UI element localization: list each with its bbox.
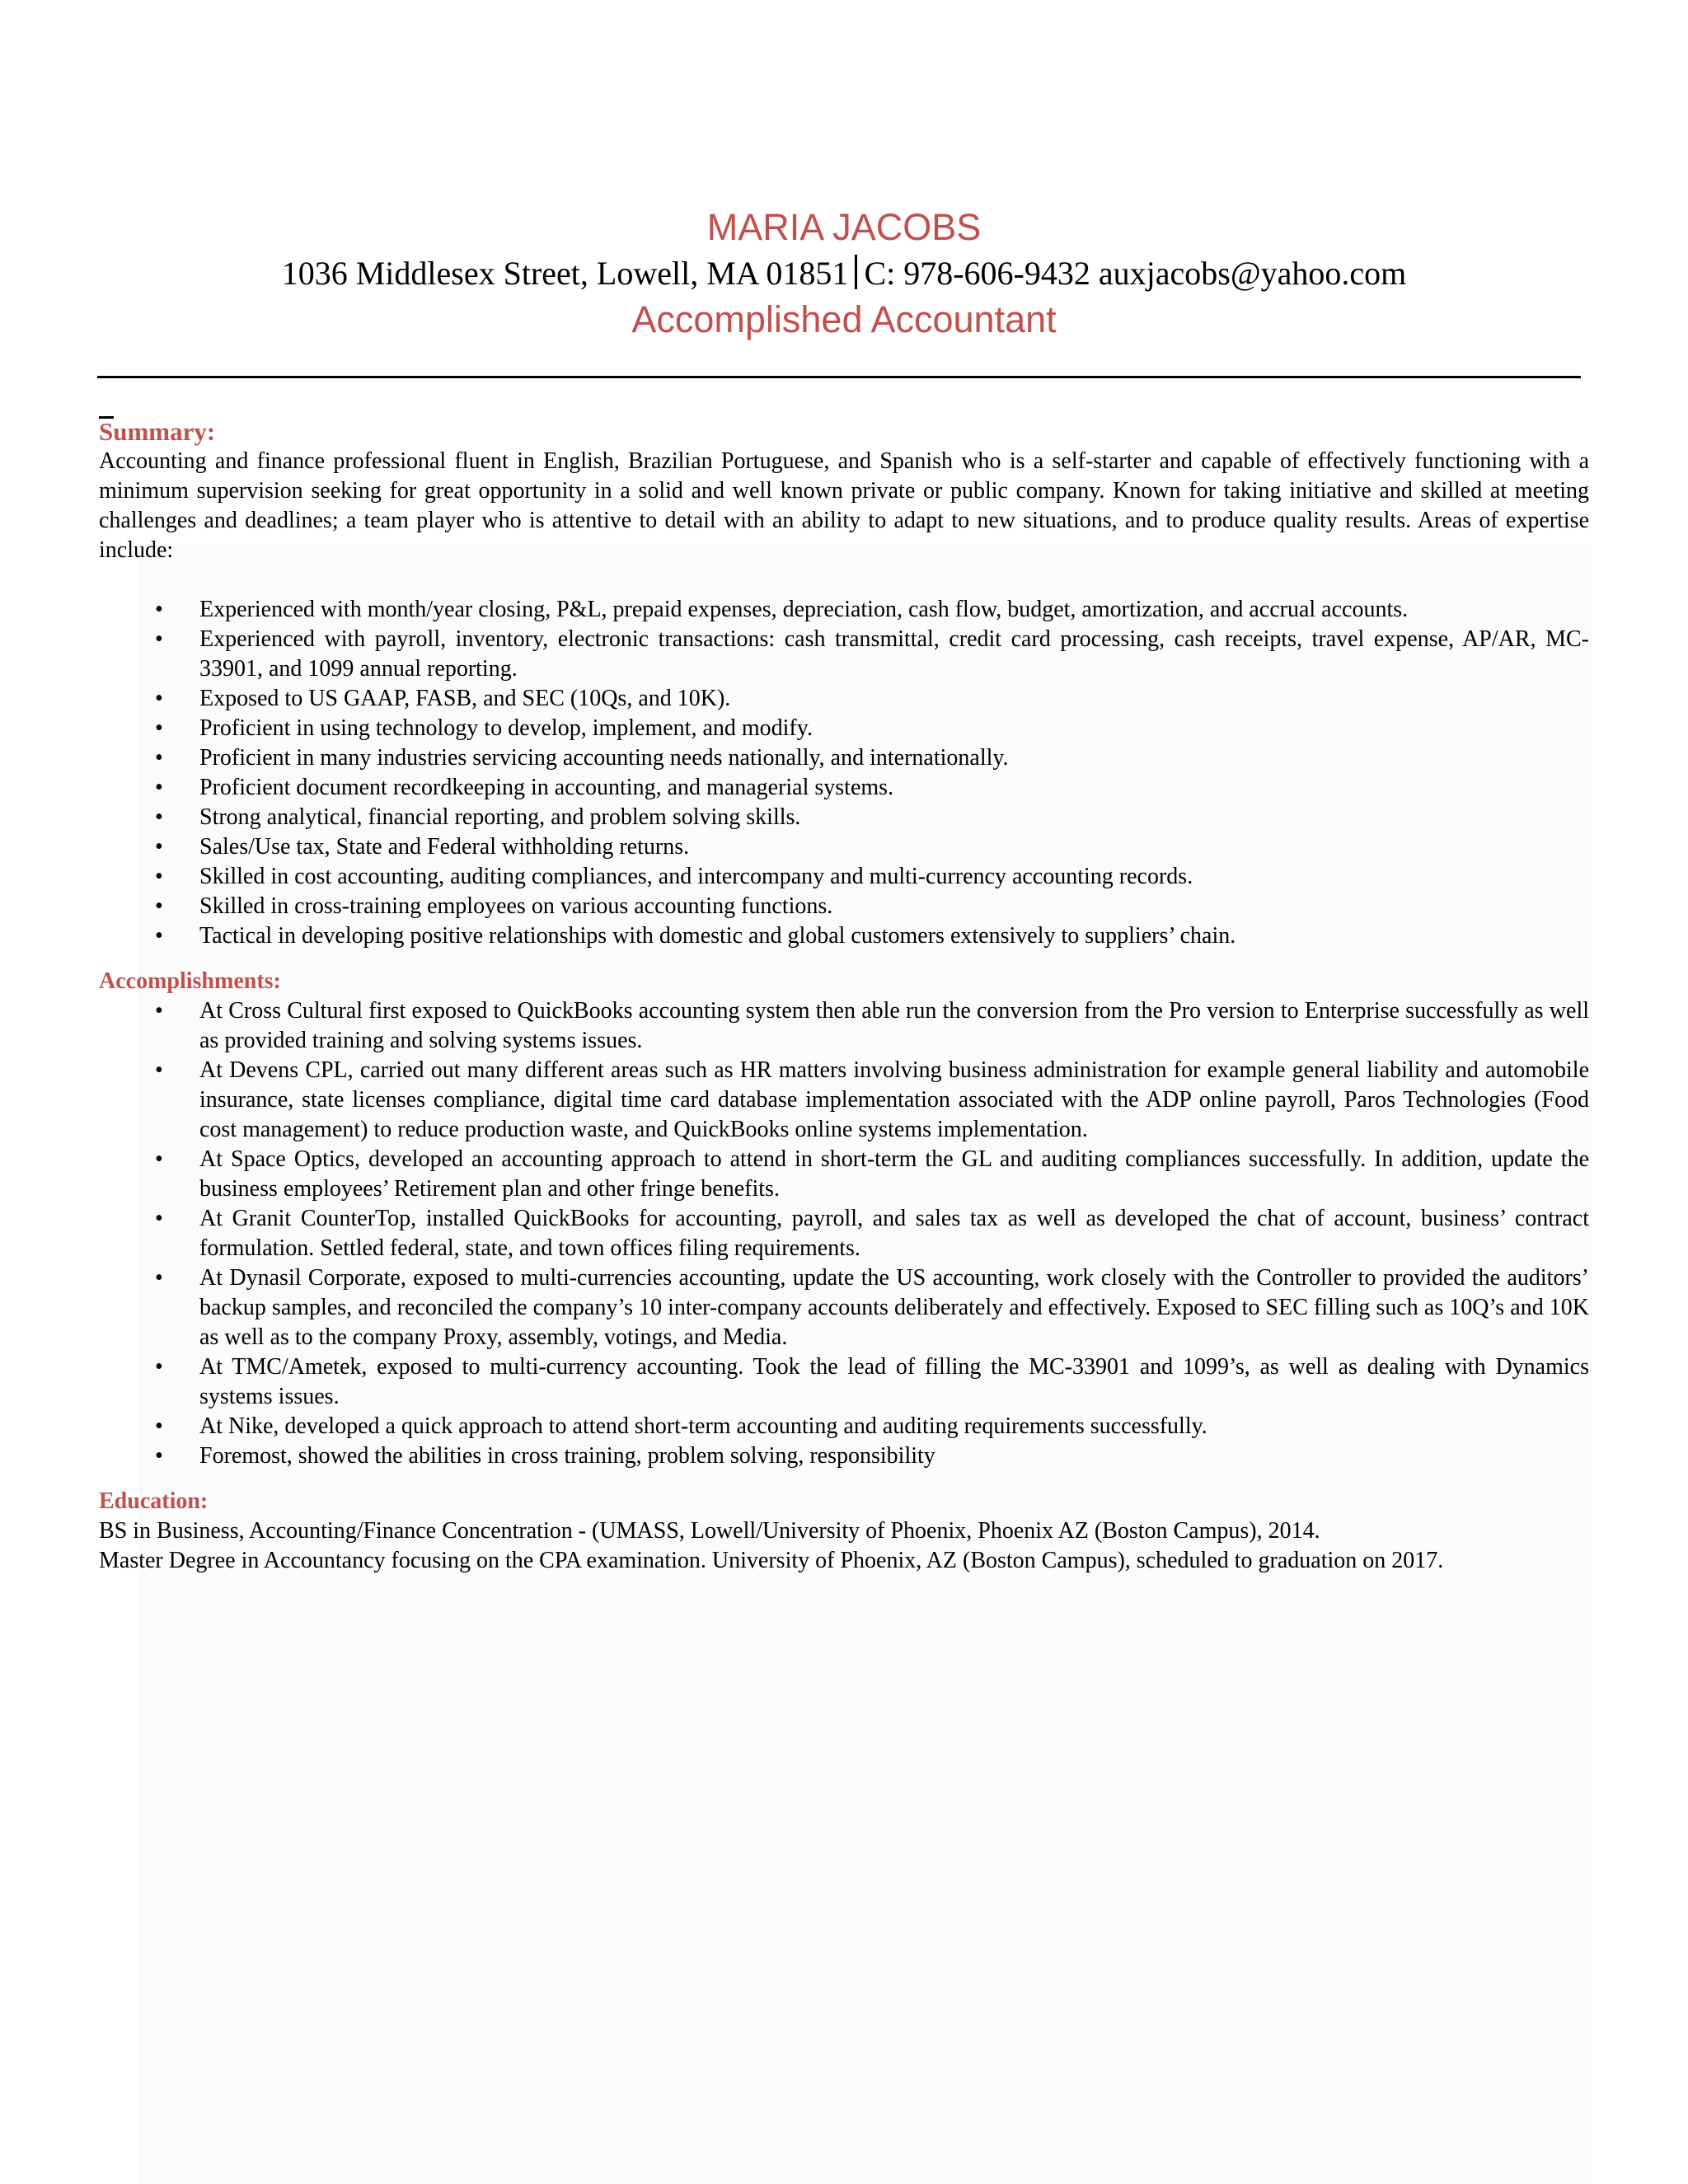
bullet-icon: • (155, 775, 163, 800)
education-line: Master Degree in Accountancy focusing on the CPA examination. University of Phoenix, AZ (Boston Campus), scheduled to graduation on 2017. (99, 1548, 1444, 1573)
accomplishments-heading: Accomplishments: (99, 968, 281, 994)
contact-line (0, 252, 1688, 295)
bullet-icon: • (155, 1354, 163, 1380)
list-item: • Strong analytical, financial reporting, and problem solving skills. (99, 803, 1589, 832)
bullet-icon: • (155, 1413, 163, 1439)
bullet-icon: • (155, 1057, 163, 1083)
accomplishments-list (99, 996, 1589, 1471)
list-item: • At Space Optics, developed an accounting approach to attend in short-term the GL and auditing compliances successfully. In addition, update the business employees’ Retirement plan and other fringe benefits. (155, 1146, 1589, 1202)
list-item: • Exposed to US GAAP, FASB, and SEC (10Qs, and 10K). (99, 684, 1589, 714)
expertise-list (99, 595, 1589, 951)
list-item: • Skilled in cost accounting, auditing compliances, and intercompany and multi-currency accounting records. (99, 862, 1589, 892)
list-item: • Sales/Use tax, State and Federal withholding returns. (99, 832, 1589, 862)
bullet-icon: • (155, 1206, 163, 1231)
list-item: • Proficient in many industries servicing accounting needs nationally, and internationally. (99, 743, 1589, 773)
email: auxjacobs@yahoo.com (1098, 255, 1407, 292)
header-divider (97, 376, 1581, 378)
list-item: • Proficient in using technology to develop, implement, and modify. (99, 714, 1589, 743)
bullet-icon: • (155, 745, 163, 771)
resume-header (0, 204, 1688, 343)
bullet-icon: • (155, 1146, 163, 1172)
bullet-icon: • (155, 834, 163, 860)
separator-bar (855, 255, 857, 289)
list-item: • At Cross Cultural first exposed to QuickBooks accounting system then able run the conversion from the Pro version to Enterprise successfully as well as provided training and solving systems issues. (155, 998, 1589, 1053)
address: 1036 Middlesex Street, Lowell, MA 01851 (281, 255, 849, 292)
phone: C: 978-606-9432 (864, 255, 1090, 292)
bullet-icon: • (155, 864, 163, 889)
summary-heading: Summary: (99, 417, 216, 446)
bullet-icon: • (155, 893, 163, 919)
bullet-icon: • (155, 626, 163, 652)
bullet-icon: • (155, 1443, 163, 1469)
list-item: • Proficient document recordkeeping in accounting, and managerial systems. (99, 773, 1589, 803)
education-heading: Education: (99, 1488, 209, 1514)
list-item: • Experienced with payroll, inventory, electronic transactions: cash transmittal, credit card processing, cash receipts, travel expense, AP/AR, MC-33901, and 1099 annual reporting. (155, 626, 1589, 682)
bullet-icon: • (155, 923, 163, 949)
list-item: • At Nike, developed a quick approach to attend short-term accounting and auditing requirements successfully. (99, 1412, 1589, 1441)
professional-title: Accomplished Accountant (631, 298, 1057, 340)
summary-paragraph: Accounting and finance professional fluent in English, Brazilian Portuguese, and Spanish who is a self-starter and capable of effectively functioning with a minimum supervision seeking for great opportunity in a solid and well known private or public company. Known for taking initiative and skilled at meeting challenges and deadlines; a team player who is attentive to detail with an ability to adapt to new situations, and to produce quality results. Areas of expertise include: (99, 448, 1589, 563)
candidate-name: MARIA JACOBS (706, 206, 982, 248)
list-item: • At TMC/Ametek, exposed to multi-currency accounting. Took the lead of filling the MC-33901 and 1099’s, as well as dealing with Dynamics systems issues. (155, 1354, 1589, 1409)
bullet-icon: • (155, 597, 163, 622)
list-item: • Foremost, showed the abilities in cross training, problem solving, responsibility (99, 1441, 1589, 1471)
spacer (99, 565, 1589, 595)
list-item: • At Dynasil Corporate, exposed to multi-currencies accounting, update the US accounting, work closely with the Controller to provided the auditors’ backup samples, and reconciled the company’s 10 inter-company accounts deliberately and effectively. Exposed to SEC filling such as 10Q’s and 10K as well as to the company Proxy, assembly, votings, and Media. (155, 1265, 1589, 1350)
list-item: • Skilled in cross-training employees on various accounting functions. (99, 892, 1589, 921)
bullet-icon: • (155, 998, 163, 1024)
education-line: BS in Business, Accounting/Finance Concentration - (UMASS, Lowell/University of Phoenix, Phoenix AZ (Boston Campus), 2014. (99, 1518, 1320, 1544)
spacer (99, 1471, 1589, 1487)
bullet-icon: • (155, 686, 163, 711)
bullet-icon: • (155, 715, 163, 741)
bullet-icon: • (155, 804, 163, 830)
list-item: • Experienced with month/year closing, P&L, prepaid expenses, depreciation, cash flow, budget, amortization, and accrual accounts. (99, 595, 1589, 625)
spacer (99, 951, 1589, 967)
resume-body (99, 417, 1589, 1576)
list-item: • At Granit CounterTop, installed QuickBooks for accounting, payroll, and sales tax as well as developed the chat of account, business’ contract formulation. Settled federal, state, and town offices filing requirements. (155, 1206, 1589, 1261)
list-item: • At Devens CPL, carried out many different areas such as HR matters involving business administration for example general liability and automobile insurance, state licenses compliance, digital time card database implementation associated with the ADP online payroll, Paros Technologies (Food cost management) to reduce production waste, and QuickBooks online systems implementation. (155, 1057, 1589, 1142)
list-item: • Tactical in developing positive relationships with domestic and global customers extensively to suppliers’ chain. (99, 921, 1589, 951)
bullet-icon: • (155, 1265, 163, 1291)
